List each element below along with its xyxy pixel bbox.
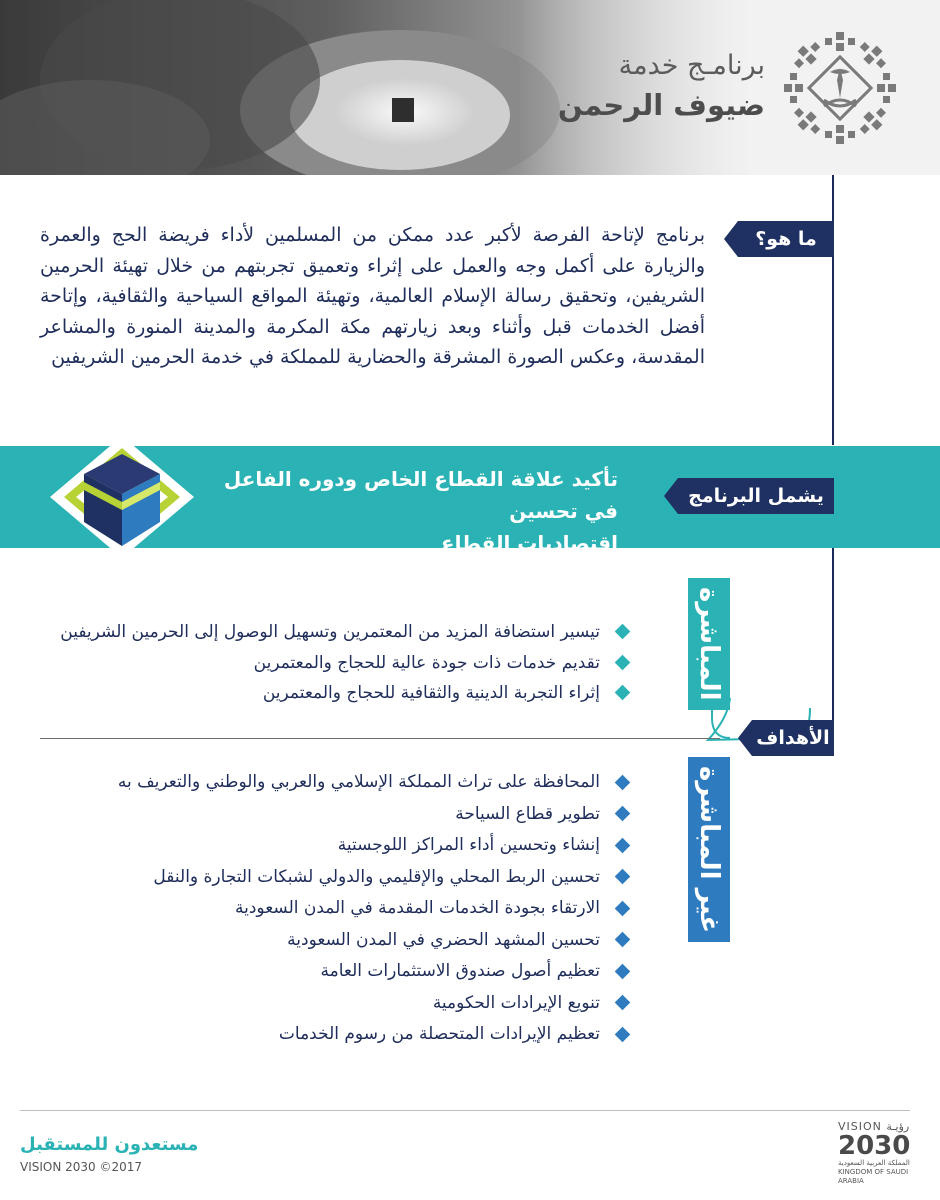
direct-goals-tag: المباشرة xyxy=(688,578,730,710)
timeline-line-mid xyxy=(832,548,834,558)
list-item: الارتقاء بجودة الخدمات المقدمة في المدن السعودية xyxy=(118,893,632,925)
list-item: تعظيم الإيرادات المتحصلة من رسوم الخدمات xyxy=(118,1019,632,1051)
diamond-bullet-icon xyxy=(615,932,631,948)
list-item: تنويع الإيرادات الحكومية xyxy=(118,988,632,1020)
list-item: تحسين الربط المحلي والإقليمي والدولي لشبكات التجارة والنقل xyxy=(118,862,632,894)
vision-label: VISION رؤيـة xyxy=(838,1120,910,1133)
saudi-emblem-star-icon xyxy=(780,28,900,148)
footer-copyright: VISION 2030 ©2017 xyxy=(20,1160,143,1174)
kaaba-icon xyxy=(48,434,196,560)
includes-text xyxy=(188,463,618,559)
diamond-bullet-icon xyxy=(615,774,631,790)
list-item: إنشاء وتحسين أداء المراكز اللوجستية xyxy=(118,830,632,862)
indirect-goals-list xyxy=(118,767,632,1051)
header-banner xyxy=(0,0,940,175)
list-item: تيسير استضافة المزيد من المعتمرين وتسهيل الوصول إلى الحرمين الشريفين xyxy=(60,617,632,648)
what-is-label: ما هو؟ xyxy=(738,221,834,257)
diamond-bullet-icon xyxy=(615,685,631,701)
includes-text-line1: تأكيد علاقة القطاع الخاص ودوره الفاعل في تحسين xyxy=(223,467,618,523)
direct-goals-list xyxy=(60,617,632,709)
list-item: تطوير قطاع السياحة xyxy=(118,799,632,831)
footer-slogan: مستعدون للمستقبل xyxy=(20,1134,199,1155)
program-description: برنامج لإتاحة الفرصة لأكبر عدد ممكن من المسلمين لأداء فريضة الحج والعمرة والزيارة على أكمل وجه والعمل على إثراء وتعميق تجربتهم من خلال تهيئة الحرمين الشريفين، وتحقيق رسالة الإسلام العالمية، وتهيئة المواقع السياحية والثقافية، وإتاحة أفضل الخدمات قبل وأثناء وبعد زيارتهم مكة المكرمة والمدينة المنورة والمشاعر المقدسة، وعكس الصورة المشرقة والحضارية للمملكة في خدمة الحرمين الشريفين xyxy=(40,224,705,368)
vision-sub-ar: المملكة العربية السعودية xyxy=(838,1159,910,1167)
vision-2030-logo xyxy=(838,1120,920,1186)
list-item: إثراء التجربة الدينية والثقافية للحجاج والمعتمرين xyxy=(60,678,632,709)
includes-label: يشمل البرنامج xyxy=(678,478,834,514)
diamond-bullet-icon xyxy=(615,900,631,916)
vision-sub-en: KINGDOM OF SAUDI ARABIA xyxy=(838,1168,909,1185)
list-item: تحسين المشهد الحضري في المدن السعودية xyxy=(118,925,632,957)
diamond-bullet-icon xyxy=(615,995,631,1011)
includes-text-line2: اقتصاديات القطاع xyxy=(440,531,618,555)
indirect-goals-tag: غير المباشرة xyxy=(688,757,730,942)
footer-divider xyxy=(20,1110,910,1111)
list-item: تقديم خدمات ذات جودة عالية للحجاج والمعتمرين xyxy=(60,648,632,679)
timeline-line-top xyxy=(832,175,834,445)
diamond-bullet-icon xyxy=(615,1026,631,1042)
diamond-bullet-icon xyxy=(615,654,631,670)
goals-label: الأهداف xyxy=(752,720,834,756)
list-item: المحافظة على تراث المملكة الإسلامي والعربي والوطني والتعريف به xyxy=(118,767,632,799)
vision-year: 2030 xyxy=(838,1131,911,1161)
diamond-bullet-icon xyxy=(615,963,631,979)
list-item: تعظيم أصول صندوق الاستثمارات العامة xyxy=(118,956,632,988)
program-title-line2: ضيوف الرحمن xyxy=(557,88,765,122)
diamond-bullet-icon xyxy=(615,806,631,822)
diamond-bullet-icon xyxy=(615,869,631,885)
goals-divider xyxy=(40,738,720,739)
program-title-line1: برنامـج خدمة xyxy=(618,50,765,81)
diamond-bullet-icon xyxy=(615,624,631,640)
diamond-bullet-icon xyxy=(615,837,631,853)
